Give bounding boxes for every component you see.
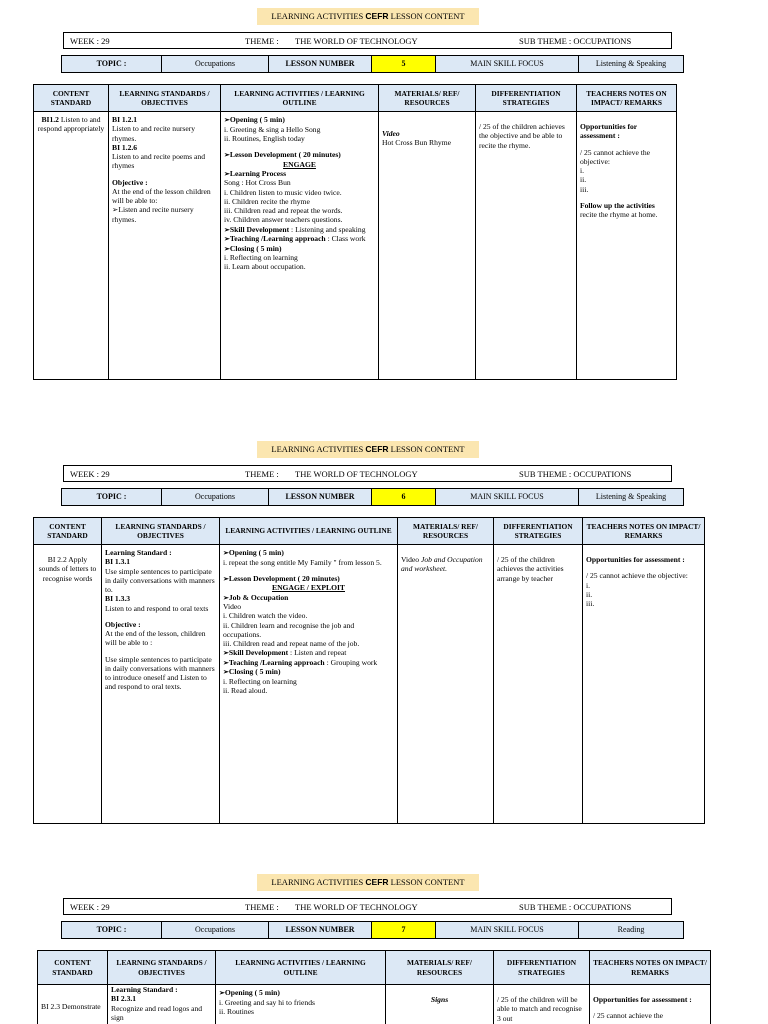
activities-cell: ➢ Opening ( 5 min) i. Greeting & sing a Hello Song ii. Routines, English today ➢ Lesson Development ( 20 minutes) ENGAGE ➢ Learning Process Song : Hot Cross Bun i. Children listen to music video twice. ii. Children recite the rhyme iii. Children read and repeat the words. iv. Children answer teachers questions. ➢ Skill Development : Listening and speaking ➢ Teaching /Learning approach : Class work ➢ Closing ( 5 min) i. Reflecting on learning ii. Learn about occupation. [221,112,379,380]
content-standard-cell: BI1.2 Listen to and respond appropriately [34,112,109,380]
header-differentiation: DIFFERENTIATION STRATEGIES [476,85,577,112]
skill-value: Reading [617,925,645,935]
week-theme-row [63,465,672,482]
main-skill-label: MAIN SKILL FOCUS [436,489,579,505]
differentiation-cell: / 25 of the children achieves the objective and be able to recite the rhyme. [476,112,577,380]
materials-cell: Video Job and Occupation and worksheet. [398,545,494,824]
topic-value: Occupations [162,489,269,505]
lesson-plan-2 [0,441,768,831]
content-standard-cell: BI 2.3 Demonstrate [38,985,108,1024]
header-activities: LEARNING ACTIVITIES / LEARNING OUTLINE [221,85,379,112]
theme-label: THEME : [245,902,279,912]
header-teacher-notes: TEACHERS NOTES ON IMPACT/ REMARKS [583,518,705,545]
week-label: WEEK : 29 [70,469,110,479]
header-content-standard: CONTENT STANDARD [38,951,108,985]
theme-value: THE WORLD OF TECHNOLOGY [295,469,418,479]
header-differentiation: DIFFERENTIATION STRATEGIES [494,518,583,545]
lesson-number-label: LESSON NUMBER [269,922,372,938]
topic-row [61,921,684,939]
sub-theme: SUB THEME : OCCUPATIONS [519,902,632,912]
differentiation-cell: / 25 of the children will be able to match and recognise 3 out [494,985,590,1024]
materials-cell: Video Hot Cross Bun Rhyme [379,112,476,380]
main-skill-label: MAIN SKILL FOCUS [436,922,579,938]
week-theme-row [63,898,672,915]
teacher-notes-cell: Opportunities for assessment : / 25 cannot achieve the objective: i. ii. iii. [583,545,705,824]
lesson-number-label: LESSON NUMBER [269,56,372,72]
content-standard-cell: BI 2.2 Apply sounds of letters to recognise words [34,545,102,824]
lesson-number: 6 [372,489,436,505]
theme-label: THEME : [245,469,279,479]
header-teacher-notes: TEACHERS NOTES ON IMPACT/ REMARKS [577,85,677,112]
learning-standards-cell: Learning Standard : BI 1.3.1 Use simple sentences to participate in daily conversations with manners to. BI 1.3.3 Listen to and respond to oral texts Objective : At the end of the lesson, children will be able to : Use simple sentences to participate in daily conversations with manners to introduce oneself and Listen to and respond to oral texts. [102,545,220,824]
materials-cell: Signs [386,985,494,1024]
lesson-table [37,950,711,1024]
skill-value: Listening & Speaking [595,59,667,69]
topic-value: Occupations [162,56,269,72]
lesson-table [33,517,705,824]
header-content-standard: CONTENT STANDARD [34,85,109,112]
lesson-table [33,84,677,380]
header-learning-standards: LEARNING STANDARDS / OBJECTIVES [102,518,220,545]
topic-row [61,488,684,506]
theme-label: THEME : [245,36,279,46]
header-differentiation: DIFFERENTIATION STRATEGIES [494,951,590,985]
skill-value: Listening & Speaking [595,492,667,502]
header-materials: MATERIALS/ REF/ RESOURCES [379,85,476,112]
banner: LEARNING ACTIVITIES CEFR LESSON CONTENT [257,874,479,891]
teacher-notes-cell: Opportunities for assessment : / 25 cannot achieve the objective: i. ii. iii. Follow up the activities recite the rhyme at home. [577,112,677,380]
week-label: WEEK : 29 [70,902,110,912]
activities-cell: ➢ Opening ( 5 min) i. Greeting and say hi to friends ii. Routines [216,985,386,1024]
week-theme-row [63,32,672,49]
header-activities: LEARNING ACTIVITIES / LEARNING OUTLINE [216,951,386,985]
header-teacher-notes: TEACHERS NOTES ON IMPACT/ REMARKS [590,951,711,985]
header-activities: LEARNING ACTIVITIES / LEARNING OUTLINE [220,518,398,545]
sub-theme: SUB THEME : OCCUPATIONS [519,469,632,479]
topic-label: TOPIC : [62,489,162,505]
lesson-plan-1 [0,8,768,383]
main-skill-label: MAIN SKILL FOCUS [436,56,579,72]
topic-value: Occupations [162,922,269,938]
theme-value: THE WORLD OF TECHNOLOGY [295,902,418,912]
banner: LEARNING ACTIVITIES CEFR LESSON CONTENT [257,441,479,458]
header-content-standard: CONTENT STANDARD [34,518,102,545]
activities-cell: ➢ Opening ( 5 min) i. repeat the song entitle My Family " from lesson 5. ➢ Lesson Development ( 20 minutes) ENGAGE / EXPLOIT ➢ Job & Occupation Video i. Children watch the video. ii. Children learn and recognise the job and occupations. iii. Children read and repeat name of the job. ➢ Skill Development : Listen and repeat ➢ Teaching /Learning approach : Grouping work ➢ Closing ( 5 min) i. Reflecting on learning ii. Read aloud. [220,545,398,824]
lesson-number: 7 [372,922,436,938]
header-learning-standards: LEARNING STANDARDS / OBJECTIVES [108,951,216,985]
topic-label: TOPIC : [62,56,162,72]
topic-row [61,55,684,73]
banner: LEARNING ACTIVITIES CEFR LESSON CONTENT [257,8,479,25]
header-materials: MATERIALS/ REF/ RESOURCES [386,951,494,985]
lesson-number-label: LESSON NUMBER [269,489,372,505]
learning-standards-cell: Learning Standard : BI 2.3.1 Recognize and read logos and sign [108,985,216,1024]
sub-theme: SUB THEME : OCCUPATIONS [519,36,632,46]
learning-standards-cell: BI 1.2.1 Listen to and recite nursery rhymes. BI 1.2.6 Listen to and recite poems and rhymes Objective : At the end of the lesson children will be able to: ➢Listen and recite nursery rhymes. [109,112,221,380]
lesson-plan-3 [0,874,768,1024]
week-label: WEEK : 29 [70,36,110,46]
theme-value: THE WORLD OF TECHNOLOGY [295,36,418,46]
teacher-notes-cell: Opportunities for assessment : / 25 cannot achieve the [590,985,711,1024]
header-learning-standards: LEARNING STANDARDS / OBJECTIVES [109,85,221,112]
differentiation-cell: / 25 of the children achieves the activities arrange by teacher [494,545,583,824]
topic-label: TOPIC : [62,922,162,938]
header-materials: MATERIALS/ REF/ RESOURCES [398,518,494,545]
lesson-number: 5 [372,56,436,72]
